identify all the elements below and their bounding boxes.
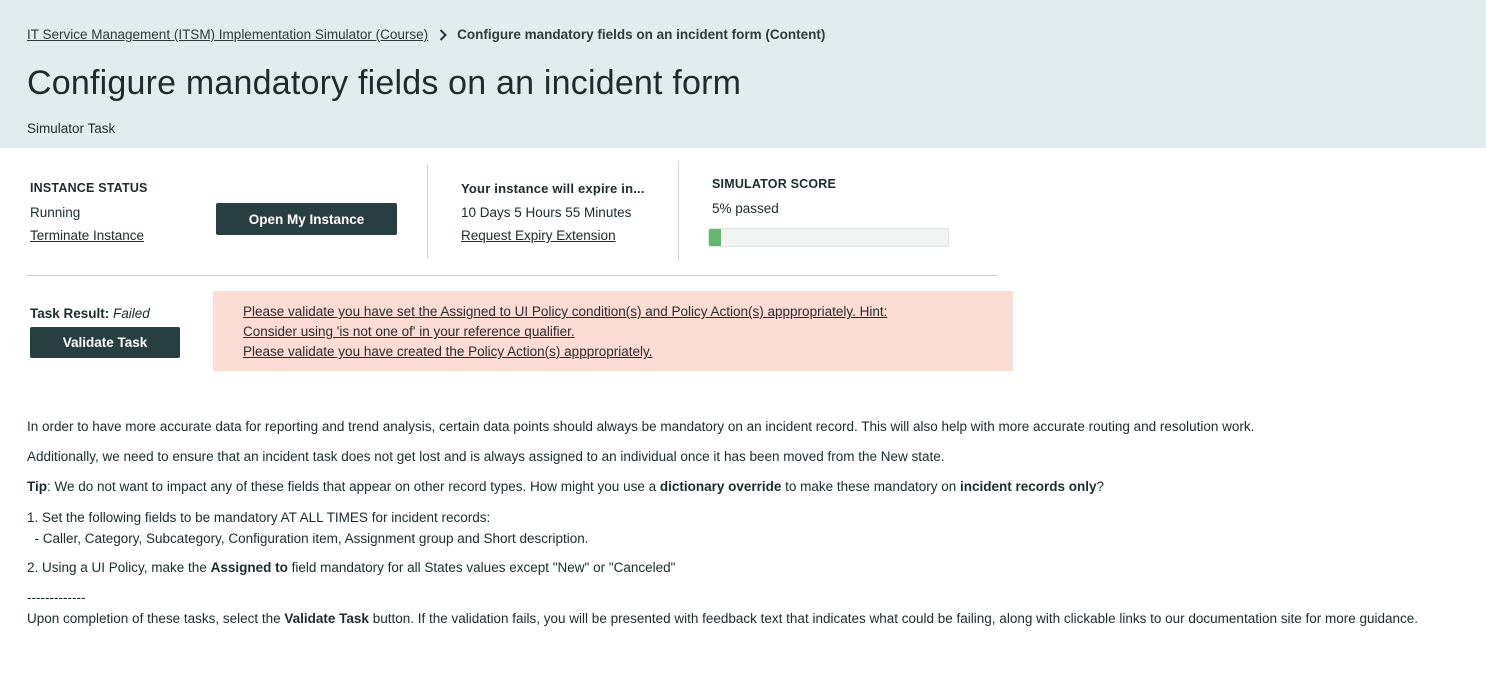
page-subtitle: Simulator Task	[27, 121, 116, 136]
step-2-emphasis: Assigned to	[210, 560, 288, 575]
tip-text: : We do not want to impact any of these fields that appear on other record types. How might you use a	[47, 479, 660, 494]
feedback-link[interactable]: Please validate you have set the Assigned to UI Policy condition(s) and Policy Action(s) apppropriately. Hint:	[243, 304, 888, 319]
description-paragraph: Additionally, we need to ensure that an incident task does not get lost and is always assigned to an individual once it has been moved from the New state.	[27, 449, 945, 464]
divider	[427, 165, 428, 258]
feedback-link[interactable]: Consider using 'is not one of' in your reference qualifier.	[243, 324, 575, 339]
step-1-detail: - Caller, Category, Subcategory, Configuration item, Assignment group and Short description.	[27, 531, 589, 546]
section-divider	[27, 275, 997, 276]
simulator-score-value: 5% passed	[712, 201, 779, 216]
feedback-link[interactable]: Please validate you have created the Policy Action(s) apppropriately.	[243, 344, 653, 359]
instance-status-value: Running	[30, 205, 81, 220]
completion-text: button. If the validation fails, you will be presented with feedback text that indicates what could be failing, along with clickable links to our documentation site for more guidance.	[368, 611, 1419, 626]
step-2-text: field mandatory for all States values except "New" or "Canceled"	[287, 560, 676, 575]
page-header	[0, 0, 1486, 148]
page-title: Configure mandatory fields on an incident form	[27, 64, 742, 102]
step-1-text: 1. Set the following fields to be mandatory AT ALL TIMES for incident records:	[27, 510, 491, 525]
breadcrumb-current: Configure mandatory fields on an incident form (Content)	[457, 27, 826, 42]
description-paragraph: In order to have more accurate data for reporting and trend analysis, certain data points should always be mandatory on an incident record. This will also help with more accurate routing and resolution work.	[27, 419, 1255, 434]
step-1	[27, 507, 1457, 549]
task-result	[30, 306, 150, 321]
separator-text: -------------	[27, 590, 86, 605]
open-instance-button[interactable]: Open My Instance	[216, 203, 397, 235]
step-2	[27, 557, 1457, 578]
validate-task-button[interactable]: Validate Task	[30, 327, 180, 358]
tip-label: Tip	[27, 479, 47, 494]
simulator-score-label: SIMULATOR SCORE	[712, 177, 837, 191]
completion-emphasis: Validate Task	[284, 611, 369, 626]
tip-emphasis: incident records only	[960, 479, 1097, 494]
task-result-label: Task Result:	[30, 306, 110, 321]
tip-paragraph	[27, 476, 1457, 497]
divider	[678, 161, 679, 261]
request-extension-link[interactable]: Request Expiry Extension	[461, 228, 616, 243]
tip-emphasis: dictionary override	[659, 479, 782, 494]
terminate-instance-link[interactable]: Terminate Instance	[30, 228, 145, 243]
instance-status-label: INSTANCE STATUS	[30, 181, 148, 195]
score-progress-fill	[709, 229, 721, 246]
tip-text: ?	[1096, 479, 1105, 494]
completion-text: Upon completion of these tasks, select the	[27, 611, 285, 626]
completion-paragraph	[27, 608, 1457, 629]
expire-label: Your instance will expire in...	[461, 181, 645, 196]
chevron-right-icon	[439, 29, 447, 41]
validation-feedback-alert	[213, 291, 1013, 371]
breadcrumb	[27, 27, 825, 42]
tip-text: to make these mandatory on	[781, 479, 960, 494]
score-progress-bar	[708, 228, 949, 247]
breadcrumb-course-link[interactable]: IT Service Management (ITSM) Implementation Simulator (Course)	[27, 27, 429, 42]
task-result-value: Failed	[113, 306, 150, 321]
expire-value: 10 Days 5 Hours 55 Minutes	[461, 205, 632, 220]
step-2-text: 2. Using a UI Policy, make the	[27, 560, 211, 575]
